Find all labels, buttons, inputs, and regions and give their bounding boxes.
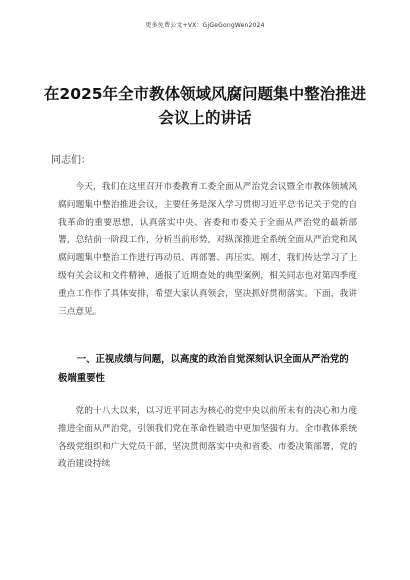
- body-paragraph: 今天，我们在这里召开市委教育工委全面从严治党会议暨全市教体领域风腐问题集中整治推进会议，主要任务是深入学习贯彻习近平总书记关于党的自我革命的重要思想，认真落实中央、省委和市委关于全面从严治党的最新部署，总结前一阶段工作，分析当前形势，对纵深推进全系统全面从严治党和风腐问题集中整治工作进行再动员、再部署、再压实。刚才，我们传达学习了上级有关会议和文件精神，通报了近期查处的典型案例，相关同志也对第四季度重点工作作了具体安排，希望大家认真领会，坚决抓好贯彻落实。下面，我讲三点意见。: [58, 182, 357, 317]
- section-paragraph: 党的十八大以来，以习近平同志为核心的党中央以前所未有的决心和力度推进全面从严治党，引领我们党在革命性锻造中更加坚强有力。全市教体系统各级党组织和广大党员干部，坚决贯彻落实中央和省委、市委决策部署，党的政治建设持续: [58, 406, 357, 470]
- salutation: 同志们：: [51, 155, 91, 166]
- header-note: 更多免费公文+VX：GjGeGongWen2024: [145, 22, 265, 29]
- section-heading: 一、正视成绩与问题，以高度的政治自觉深刻认识全面从严治党的极端重要性: [58, 354, 349, 384]
- document-title: 在2025年全市教体领域风腐问题集中整治推进会议上的讲话: [43, 85, 367, 127]
